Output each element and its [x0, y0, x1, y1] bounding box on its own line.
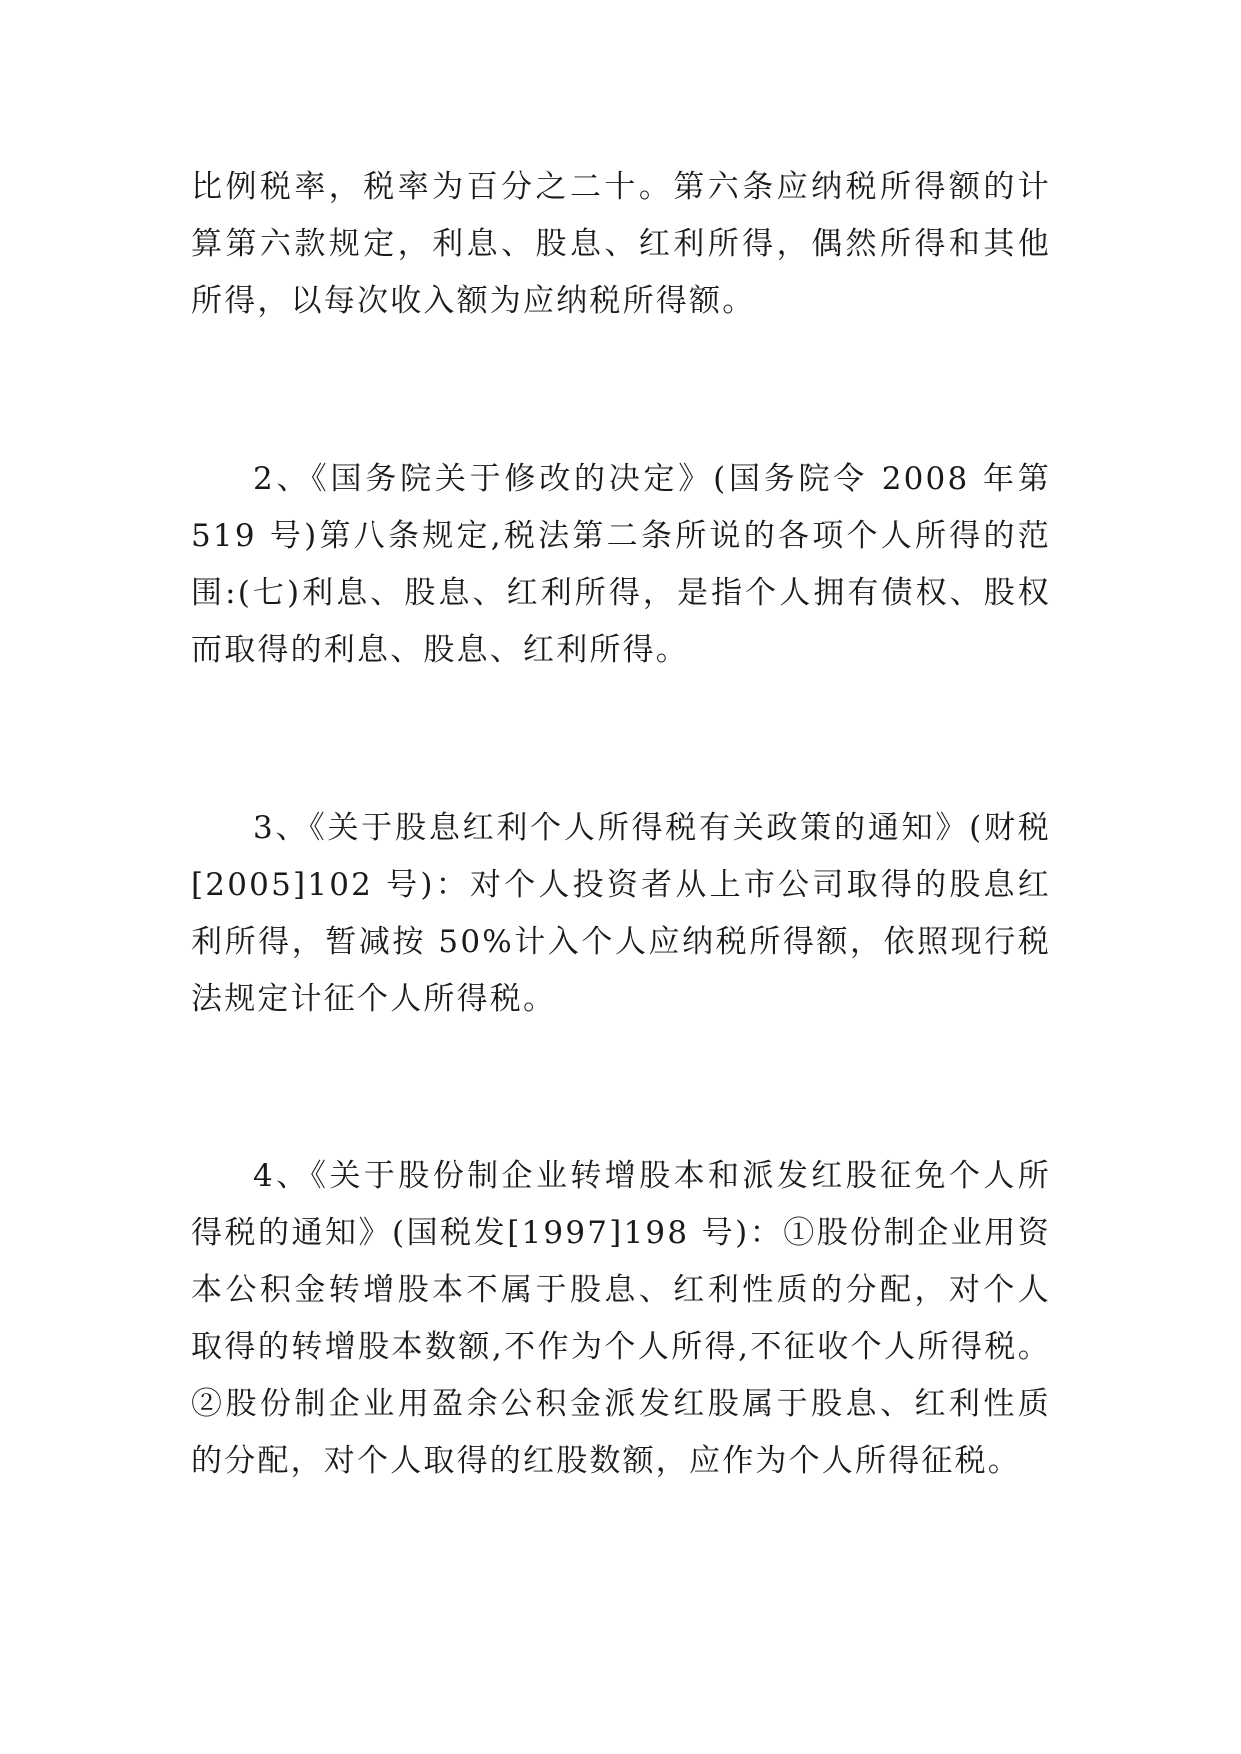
paragraph-dividend-notice: 3、《关于股息红利个人所得税有关政策的通知》(财税[2005]102 号)：对个人投资者从上市公司取得的股息红利所得，暂减按 50%计入个人应纳税所得额，依照现行税法规定计征个人所得税。 — [191, 810, 1051, 1017]
paragraph-tax-rate: 比例税率，税率为百分之二十。第六条应纳税所得额的计算第六款规定，利息、股息、红利所得，偶然所得和其他所得，以每次收入额为应纳税所得额。 — [191, 169, 1051, 319]
paragraph-share-capital-notice: 4、《关于股份制企业转增股本和派发红股征免个人所得税的通知》(国税发[1997]198 号)：①股份制企业用资本公积金转增股本不属于股息、红利性质的分配，对个人取得的转增股本数额,不作为个人所得,不征收个人所得税。②股份制企业用盈余公积金派发红股属于股息、红利性质的分配，对个人取得的红股数额，应作为个人所得征税。 — [191, 1158, 1051, 1479]
paragraph-state-council-decision: 2、《国务院关于修改的决定》(国务院令 2008 年第 519 号)第八条规定,税法第二条所说的各项个人所得的范围:(七)利息、股息、红利所得，是指个人拥有债权、股权而取得的利息、股息、红利所得。 — [191, 461, 1051, 668]
